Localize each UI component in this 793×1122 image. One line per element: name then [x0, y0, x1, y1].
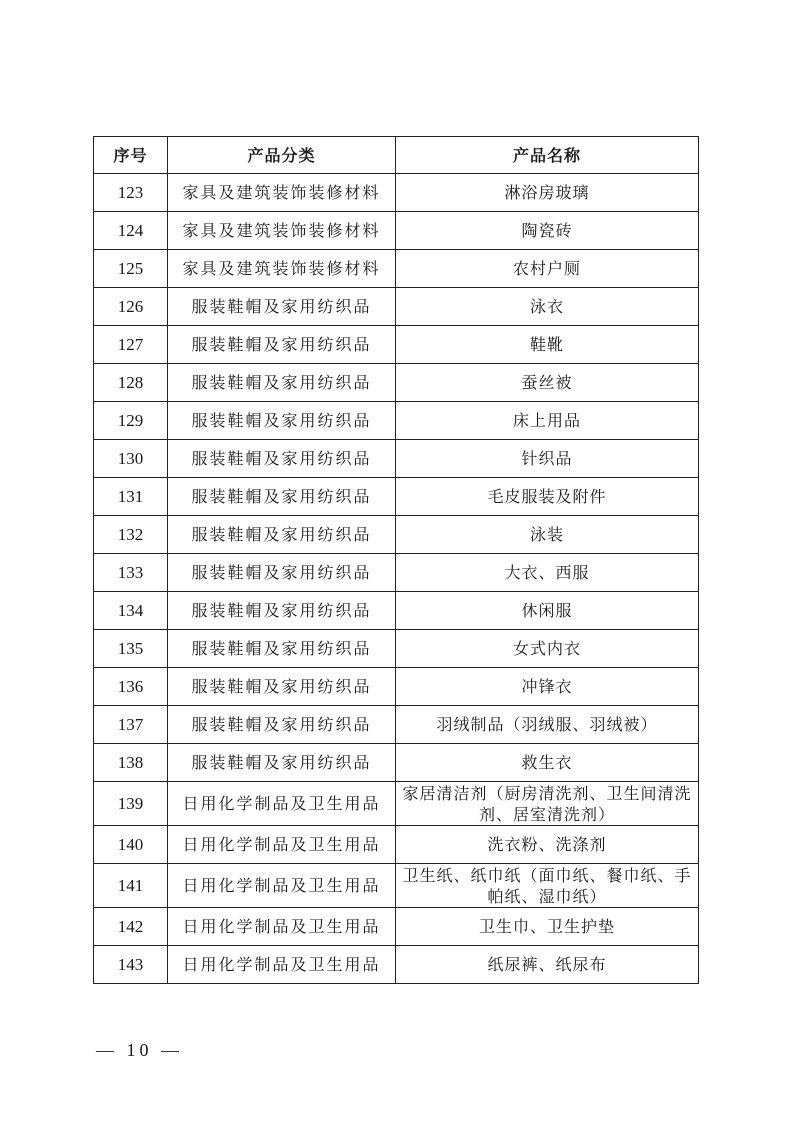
row-serial: 128: [94, 364, 168, 402]
table-row: [94, 516, 699, 554]
row-product-name: 救生衣: [396, 744, 699, 782]
table-row: [94, 174, 699, 212]
table-row: [94, 326, 699, 364]
table-row: [94, 706, 699, 744]
table-header-row: [94, 137, 699, 174]
row-serial: 125: [94, 250, 168, 288]
row-serial: 141: [94, 864, 168, 908]
row-category: 服装鞋帽及家用纺织品: [168, 402, 396, 440]
row-category: 服装鞋帽及家用纺织品: [168, 744, 396, 782]
row-serial: 130: [94, 440, 168, 478]
row-serial: 136: [94, 668, 168, 706]
product-table: [93, 136, 699, 984]
row-serial: 129: [94, 402, 168, 440]
row-product-name: 卫生纸、纸巾纸（面巾纸、餐巾纸、手帕纸、湿巾纸）: [396, 864, 699, 908]
row-product-name: 泳衣: [396, 288, 699, 326]
row-category: 服装鞋帽及家用纺织品: [168, 592, 396, 630]
row-category: 日用化学制品及卫生用品: [168, 908, 396, 946]
row-serial: 143: [94, 946, 168, 984]
row-category: 服装鞋帽及家用纺织品: [168, 364, 396, 402]
row-serial: 123: [94, 174, 168, 212]
row-serial: 140: [94, 826, 168, 864]
table-row: [94, 554, 699, 592]
row-category: 服装鞋帽及家用纺织品: [168, 326, 396, 364]
row-product-name: 鞋靴: [396, 326, 699, 364]
row-product-name: 羽绒制品（羽绒服、羽绒被）: [396, 706, 699, 744]
row-category: 日用化学制品及卫生用品: [168, 864, 396, 908]
row-category: 日用化学制品及卫生用品: [168, 826, 396, 864]
row-product-name: 家居清洁剂（厨房清洗剂、卫生间清洗剂、居室清洗剂）: [396, 782, 699, 826]
row-product-name: 陶瓷砖: [396, 212, 699, 250]
row-product-name: 大衣、西服: [396, 554, 699, 592]
page-number: — 10 —: [96, 1040, 183, 1060]
header-serial: 序号: [94, 137, 168, 174]
row-product-name: 淋浴房玻璃: [396, 174, 699, 212]
row-category: 服装鞋帽及家用纺织品: [168, 706, 396, 744]
row-product-name: 床上用品: [396, 402, 699, 440]
row-category: 家具及建筑装饰装修材料: [168, 250, 396, 288]
row-category: 服装鞋帽及家用纺织品: [168, 478, 396, 516]
row-serial: 137: [94, 706, 168, 744]
table-row: [94, 946, 699, 984]
row-product-name: 蚕丝被: [396, 364, 699, 402]
row-category: 服装鞋帽及家用纺织品: [168, 516, 396, 554]
row-serial: 124: [94, 212, 168, 250]
table-row: [94, 364, 699, 402]
row-product-name: 农村户厕: [396, 250, 699, 288]
row-serial: 127: [94, 326, 168, 364]
row-serial: 132: [94, 516, 168, 554]
row-serial: 139: [94, 782, 168, 826]
table-row: [94, 440, 699, 478]
row-category: 服装鞋帽及家用纺织品: [168, 630, 396, 668]
row-serial: 138: [94, 744, 168, 782]
table-row: [94, 864, 699, 908]
row-category: 家具及建筑装饰装修材料: [168, 212, 396, 250]
header-product-name: 产品名称: [396, 137, 699, 174]
row-category: 日用化学制品及卫生用品: [168, 782, 396, 826]
row-serial: 126: [94, 288, 168, 326]
table-row: [94, 478, 699, 516]
table-row: [94, 908, 699, 946]
row-serial: 135: [94, 630, 168, 668]
row-category: 服装鞋帽及家用纺织品: [168, 668, 396, 706]
row-category: 家具及建筑装饰装修材料: [168, 174, 396, 212]
row-serial: 131: [94, 478, 168, 516]
row-product-name: 毛皮服装及附件: [396, 478, 699, 516]
row-product-name: 卫生巾、卫生护垫: [396, 908, 699, 946]
table-row: [94, 402, 699, 440]
table-row: [94, 212, 699, 250]
table-row: [94, 288, 699, 326]
row-category: 服装鞋帽及家用纺织品: [168, 554, 396, 592]
row-product-name: 女式内衣: [396, 630, 699, 668]
row-category: 服装鞋帽及家用纺织品: [168, 440, 396, 478]
row-product-name: 泳装: [396, 516, 699, 554]
table-row: [94, 744, 699, 782]
header-category: 产品分类: [168, 137, 396, 174]
product-table-container: [93, 136, 698, 984]
row-product-name: 冲锋衣: [396, 668, 699, 706]
row-serial: 134: [94, 592, 168, 630]
row-product-name: 针织品: [396, 440, 699, 478]
row-serial: 142: [94, 908, 168, 946]
table-row: [94, 826, 699, 864]
table-row: [94, 630, 699, 668]
row-serial: 133: [94, 554, 168, 592]
row-product-name: 洗衣粉、洗涤剂: [396, 826, 699, 864]
row-product-name: 纸尿裤、纸尿布: [396, 946, 699, 984]
row-category: 服装鞋帽及家用纺织品: [168, 288, 396, 326]
table-row: [94, 668, 699, 706]
table-row: [94, 250, 699, 288]
row-category: 日用化学制品及卫生用品: [168, 946, 396, 984]
row-product-name: 休闲服: [396, 592, 699, 630]
table-row: [94, 592, 699, 630]
table-row: [94, 782, 699, 826]
